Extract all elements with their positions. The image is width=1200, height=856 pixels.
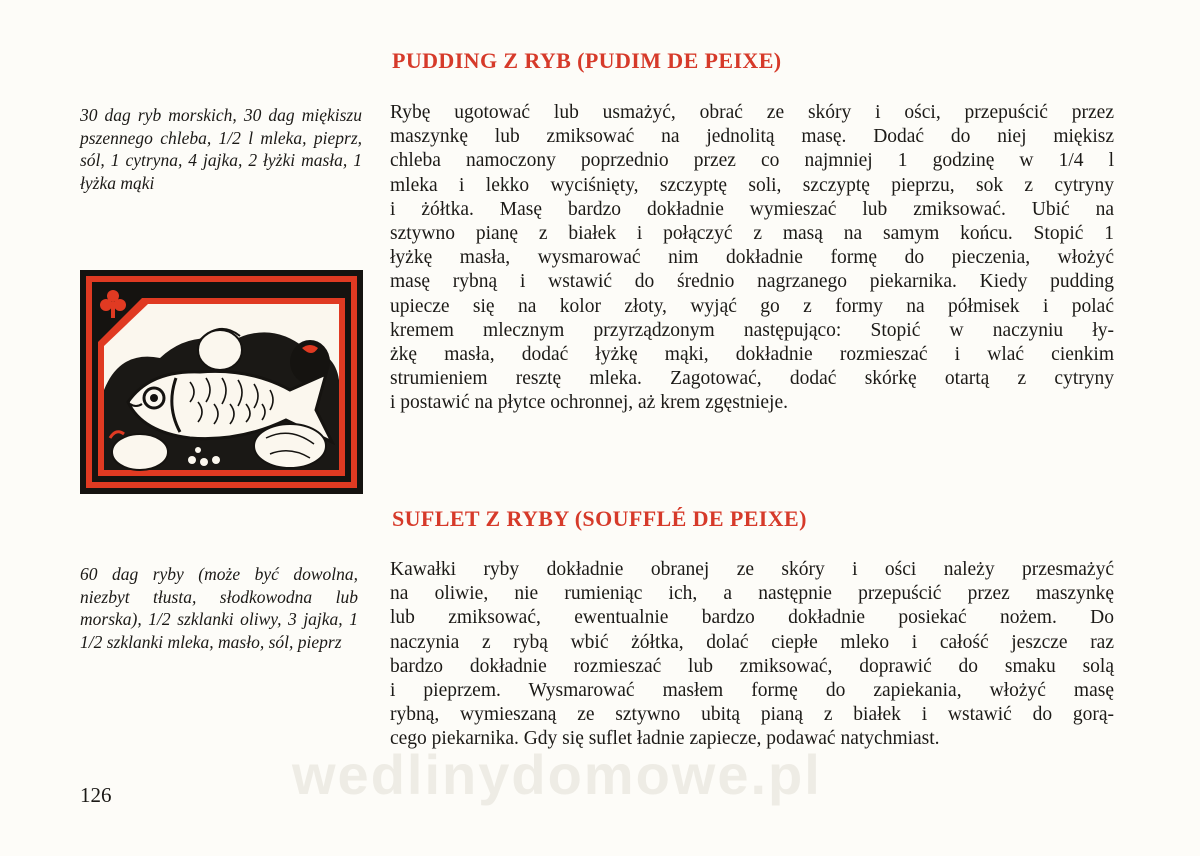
ingredients-list: 60 dag ryby (może być dowolna, niezbyt tłusta, słodkowodna lub morska), 1/2 szklanki oliwy, 3 jajka, 1 1/2 szklanki mleka, masło, sól, pieprz: [80, 564, 358, 652]
page-number: 126: [80, 783, 112, 807]
ingredients-list: 30 dag ryb morskich, 30 dag miękiszu pszennego chleba, 1/2 l mleka, pieprz, sól, 1 cytryna, 4 jajka, 2 łyżki masła, 1 łyżka mąki: [80, 105, 362, 193]
recipe-instructions: [390, 558, 1114, 752]
instruction-line: bardzo dokładnie rozmieszać lub zmiksować, doprawić do smaku solą: [390, 655, 1114, 677]
instruction-line: żkę masła, dodać łyżkę mąki, dokładnie rozmieszać i wlać cienkim: [390, 344, 1114, 366]
fish-still-life-illustration: [80, 270, 363, 494]
instruction-line: i postawić na płytce ochronnej, aż krem zgęstnieje.: [390, 392, 788, 414]
instruction-line: naczynia z rybą wbić żółtka, dolać ciepłe mleko i całość jeszcze raz: [390, 631, 1114, 653]
instruction-line: chleba namoczony poprzednio przez co najmniej 1 godzinę w 1/4 l: [390, 150, 1114, 172]
recipe-instructions: [390, 101, 1114, 416]
instruction-line: Rybę ugotować lub usmażyć, obrać ze skóry i ości, przepuścić przez: [390, 102, 1114, 123]
recipe-title: SUFLET Z RYBY (SOUFFLÉ DE PEIXE): [392, 506, 807, 531]
instruction-line: Kawałki ryby dokładnie obranej ze skóry i ości należy przesmażyć: [390, 559, 1114, 580]
instruction-line: strumieniem resztę mleka. Zagotować, dodać skórkę otartą z cytryny: [390, 368, 1114, 390]
instruction-line: masę rybną i wstawić do średnio nagrzanego piekarnika. Kiedy pudding: [390, 271, 1114, 293]
instruction-line: na oliwie, nie rumieniąc ich, a następnie przepuścić przez maszynkę: [390, 583, 1114, 605]
instruction-line: cego piekarnika. Gdy się suflet ładnie zapiecze, podawać natychmiast.: [390, 728, 940, 750]
instruction-line: kremem mlecznym przyrządzonym następująco: Stopić w naczyniu ły-: [390, 319, 1114, 341]
instruction-line: i pieprzem. Wysmarować masłem formę do zapiekania, włożyć masę: [390, 680, 1114, 702]
instruction-line: łyżkę masła, wysmarować nim dokładnie formę do pieczenia, włożyć: [390, 247, 1114, 269]
instruction-line: mleka i lekko wyciśnięty, szczyptę soli, szczyptę pieprzu, sok z cytryny: [390, 174, 1114, 196]
instruction-line: rybną, wymieszaną ze sztywno ubitą pianą z białek i wstawić do gorą-: [390, 704, 1114, 726]
instruction-line: sztywno pianę z białek i połączyć z masą na samym końcu. Stopić 1: [390, 223, 1114, 245]
instruction-line: i żółtka. Masę bardzo dokładnie wymieszać lub zmiksować. Ubić na: [390, 198, 1114, 220]
instruction-line: lub zmiksować, ewentualnie bardzo dokładnie posiekać nożem. Do: [390, 607, 1114, 629]
recipe-title: PUDDING Z RYB (PUDIM DE PEIXE): [392, 48, 782, 73]
instruction-line: maszynkę lub zmiksować na jednolitą masę. Dodać do niej miękisz: [390, 126, 1114, 148]
instruction-line: upiecze się na kolor złoty, wyjąć go z formy na półmisek i polać: [390, 295, 1114, 317]
watermark: wedlinydomowe.pl: [292, 743, 822, 806]
